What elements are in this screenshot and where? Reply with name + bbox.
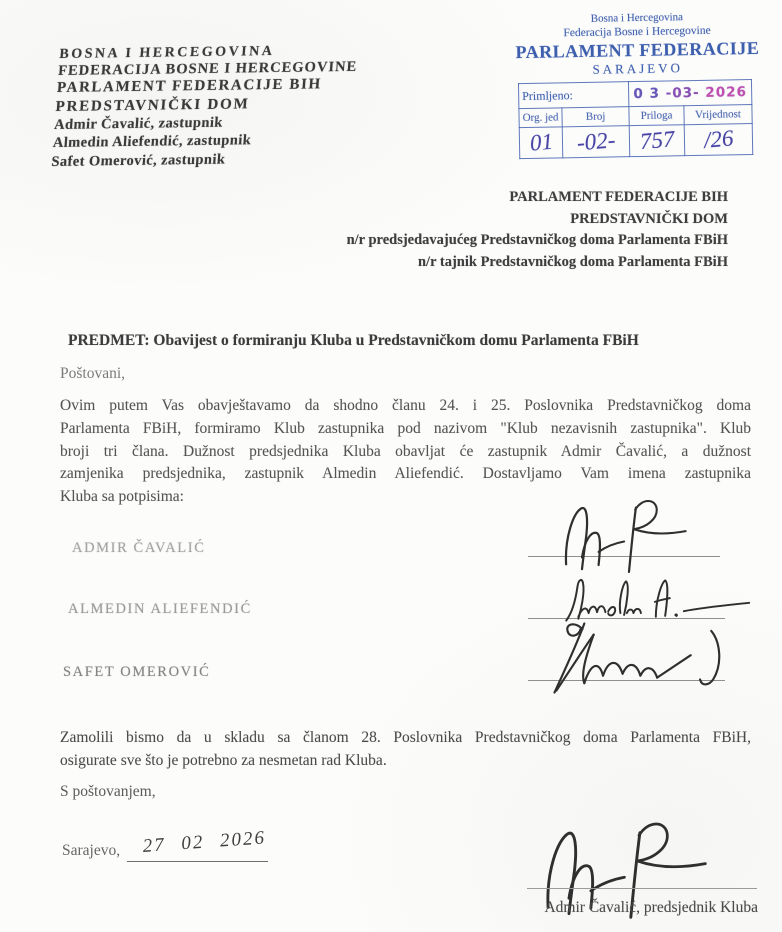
- signature-safet-omerovic: [545, 616, 745, 700]
- stamp-country: Bosna i Hercegovina: [590, 11, 684, 25]
- letterhead-member-1: Admir Čavalić, zastupnik: [53, 114, 224, 133]
- signature-admir-cavalic: [550, 498, 690, 574]
- body1-line-4: zamjenika predsjednika, zastupnik Almedin Aliefendić. Dostavljamo Vam imena zastupnika: [60, 465, 751, 483]
- recipient-line-4: n/r tajnik Predstavničkog doma Parlamenta FBiH: [417, 253, 728, 270]
- date-underline: [127, 861, 268, 862]
- stamp-date-day: 0 3: [633, 85, 661, 103]
- stamp-col-priloga: Priloga: [629, 106, 684, 126]
- stamp-received-label: Primljeno:: [518, 82, 628, 109]
- stamp-value-vrijednost: /26: [684, 124, 753, 156]
- signer-name: Admir Čavalić, predsjednik Kluba: [544, 899, 758, 916]
- body2-line-2: osigurate sve što je potrebno za nesmetan rad Kluba.: [60, 751, 387, 769]
- body-paragraph-2: [60, 727, 751, 773]
- stamp-row-values: [519, 124, 753, 159]
- stamp-value-orgjed: 01: [519, 127, 563, 159]
- signature-line-bottom: [527, 888, 757, 889]
- stamp-col-vrijednost: Vrijednost: [684, 105, 752, 125]
- stamp-date-month: -03-: [665, 84, 700, 102]
- member-name-admir-cavalic: ADMIR ČAVALIĆ: [72, 540, 206, 556]
- letterhead-parliament: PARLAMENT FEDERACIJE BIH: [56, 76, 323, 96]
- received-stamp: [511, 10, 765, 159]
- member-name-safet-omerovic: SAFET OMEROVIĆ: [63, 664, 211, 680]
- stamp-value-priloga: 757: [629, 125, 684, 157]
- body1-line-1: Ovim putem Vas obavještavamo da shodno članu 24. i 25. Poslovnika Predstavničkog doma: [60, 397, 751, 414]
- recipient-line-3: n/r predsjedavajućeg Predstavničkog doma Parlamenta FBiH: [346, 232, 728, 248]
- stamp-date-year: 2026: [705, 84, 748, 101]
- body-paragraph-1: [60, 395, 751, 509]
- stamp-col-broj: Broj: [562, 107, 629, 127]
- stamp-table: [518, 79, 753, 159]
- letterhead-country: BOSNA I HERCEGOVINA: [58, 44, 275, 62]
- letterhead-member-3: Safet Omerović, zastupnik: [50, 151, 226, 170]
- stamp-federation: Federacija Bosne i Hercegovine: [563, 24, 711, 40]
- subject-line: PREDMET: Obavijest o formiranju Kluba u Predstavničkom domu Parlamenta FBiH: [68, 332, 639, 349]
- closing: S poštovanjem,: [60, 783, 156, 800]
- member-name-almedin-aliefendic: ALMEDIN ALIEFENDIĆ: [68, 601, 252, 617]
- stamp-city: SARAJEVO: [592, 60, 684, 77]
- letterhead-house: PREDSTAVNIČKI DOM: [54, 95, 251, 115]
- recipient-line-1: PARLAMENT FEDERACIJE BIH: [509, 189, 728, 205]
- letterhead: [51, 42, 359, 171]
- handwritten-date: 27 02 2026: [142, 827, 267, 857]
- body1-line-5: Kluba sa potpisima:: [60, 488, 184, 506]
- letterhead-federation: FEDERACIJA BOSNE I HERCEGOVINE: [57, 58, 358, 79]
- stamp-col-orgjed: Org. jed: [519, 108, 562, 128]
- body1-line-3: broji tri člana. Dužnost predsjednika Kluba obavljat će zastupnik Admir Čavalić, a dužnost: [60, 442, 751, 460]
- stamp-value-broj: -02-: [562, 126, 630, 158]
- place-label: Sarajevo,: [62, 842, 121, 859]
- salutation: Poštovani,: [60, 365, 126, 382]
- recipient-block: [347, 187, 728, 273]
- letterhead-member-2: Almedin Aliefendić, zastupnik: [52, 132, 252, 151]
- body2-line-1: Zamolili bismo da u skladu sa članom 28. Poslovnika Predstavničkog doma Parlamenta FBiH,: [60, 729, 751, 746]
- body1-line-2: Parlamenta FBiH, formiramo Klub zastupnika pod nazivom "Klub nezavisnih zastupnika". Klub: [60, 419, 751, 437]
- stamp-title: PARLAMENT FEDERACIJE: [515, 37, 760, 63]
- stamp-received-date: [629, 80, 752, 107]
- recipient-line-2: PREDSTAVNIČKI DOM: [570, 210, 728, 227]
